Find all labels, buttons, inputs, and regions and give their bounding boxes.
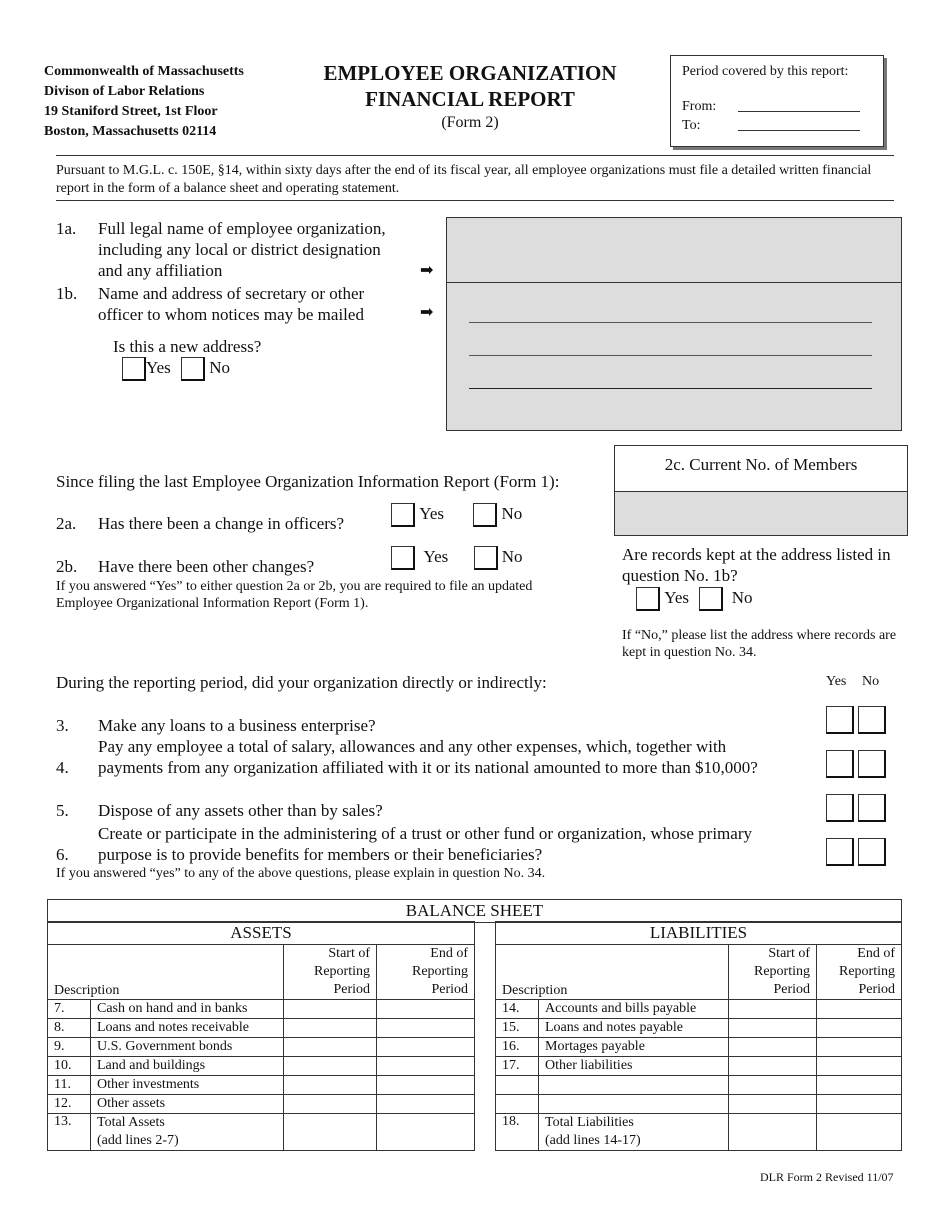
end-cell[interactable] (817, 1076, 902, 1095)
assets-title: ASSETS (48, 922, 475, 945)
intro-text: Pursuant to M.G.L. c. 150E, §14, within sixty days after the end of its fiscal year, all employee organizations must file a detailed written financial report in the form of a balance sheet and operating statement. (56, 163, 872, 196)
start-cell[interactable] (729, 1000, 817, 1019)
q2b-number: 2b. (56, 557, 78, 576)
assets-table (47, 921, 475, 1151)
end-period-header: End of Reporting Period (377, 945, 475, 1000)
title-line-1: EMPLOYEE ORGANIZATION (323, 61, 617, 85)
yes-label: Yes (664, 588, 689, 607)
table-row: 13. Total Assets (add lines 2-7) (48, 1114, 475, 1151)
period-box (670, 55, 884, 147)
q1a-number: 1a. (56, 219, 77, 238)
q2b-no-checkbox[interactable] (474, 546, 498, 570)
q1b-text: Name and address of secretary or other officer to whom notices may be mailed (98, 284, 365, 324)
records-no-checkbox[interactable] (699, 587, 723, 611)
secretary-address-field[interactable] (446, 282, 902, 431)
start-cell[interactable] (729, 1019, 817, 1038)
during-text: During the reporting period, did your organization directly or indirectly: (56, 673, 547, 692)
table-row: 11. Other investments (48, 1076, 475, 1095)
start-cell[interactable] (284, 1114, 377, 1151)
q6-checkboxes (826, 838, 886, 866)
q2a-text: Has there been a change in officers? (98, 514, 345, 533)
description-header: Description (48, 945, 284, 1000)
new-address-question: Is this a new address? (113, 337, 262, 356)
start-cell[interactable] (284, 1038, 377, 1057)
start-cell[interactable] (284, 1057, 377, 1076)
start-cell[interactable] (729, 1038, 817, 1057)
end-cell[interactable] (377, 1038, 475, 1057)
from-label: From: (682, 99, 717, 114)
no-label: No (501, 547, 523, 566)
to-label: To: (682, 118, 701, 133)
members-box (614, 445, 908, 536)
q2a-no-checkbox[interactable] (473, 503, 497, 527)
q5-checkboxes (826, 794, 886, 822)
start-cell[interactable] (284, 1095, 377, 1114)
records-note: If “No,” please list the address where records are kept in question No. 34. (622, 628, 897, 660)
form-revision: DLR Form 2 Revised 11/07 (760, 1170, 894, 1184)
start-period-header: Start of Reporting Period (284, 945, 377, 1000)
table-row: 15. Loans and notes payable (496, 1019, 902, 1038)
q2a-number: 2a. (56, 514, 77, 533)
table-row: 16. Mortages payable (496, 1038, 902, 1057)
end-cell[interactable] (377, 1114, 475, 1151)
end-cell[interactable] (817, 1114, 902, 1151)
no-label: No (501, 504, 523, 523)
q4-text-line1: Pay any employee a total of salary, allowances and any other expenses, which, together with (98, 737, 727, 756)
q3-text: Make any loans to a business enterprise? (98, 716, 376, 735)
title-line-2: FINANCIAL REPORT (365, 87, 575, 111)
q5-number: 5. (56, 801, 69, 820)
end-period-header: End of Reporting Period (817, 945, 902, 1000)
q1b-number: 1b. (56, 284, 78, 303)
organization-name-field[interactable] (446, 217, 902, 283)
q6-no-checkbox[interactable] (858, 838, 886, 866)
yes-label: Yes (419, 504, 444, 523)
divider (56, 155, 894, 156)
q2a-options (391, 503, 522, 527)
liabilities-title: LIABILITIES (496, 922, 902, 945)
balance-sheet-title: BALANCE SHEET (47, 899, 902, 923)
start-period-header: Start of Reporting Period (729, 945, 817, 1000)
table-row: 18. Total Liabilities (add lines 14-17) (496, 1114, 902, 1151)
new-address-no-checkbox[interactable] (181, 357, 205, 381)
end-cell[interactable] (377, 1076, 475, 1095)
address-line: 19 Staniford Street, 1st Floor (44, 104, 218, 119)
table-row: 17. Other liabilities (496, 1057, 902, 1076)
balance-sheet (47, 899, 902, 1148)
to-field[interactable] (738, 118, 860, 131)
q4-no-checkbox[interactable] (858, 750, 886, 778)
end-cell[interactable] (817, 1019, 902, 1038)
q3-checkboxes (826, 706, 886, 734)
q2a-yes-checkbox[interactable] (391, 503, 415, 527)
start-cell[interactable] (729, 1076, 817, 1095)
table-row: 9. U.S. Government bonds (48, 1038, 475, 1057)
q3-yes-checkbox[interactable] (826, 706, 854, 734)
new-address-yes-checkbox[interactable] (122, 357, 146, 381)
address-line: Boston, Massachusetts 02114 (44, 124, 217, 139)
q6-text-line1: Create or participate in the administering of a trust or other fund or organization, whose primary (98, 824, 752, 843)
records-yes-checkbox[interactable] (636, 587, 660, 611)
no-label: No (209, 358, 231, 377)
start-cell[interactable] (729, 1114, 817, 1151)
end-cell[interactable] (377, 1057, 475, 1076)
yes-label: Yes (146, 358, 171, 377)
end-cell[interactable] (817, 1057, 902, 1076)
divider (56, 200, 894, 201)
q5-yes-checkbox[interactable] (826, 794, 854, 822)
end-cell[interactable] (377, 1019, 475, 1038)
start-cell[interactable] (284, 1076, 377, 1095)
liabilities-table (495, 921, 902, 1151)
table-row: 8. Loans and notes receivable (48, 1019, 475, 1038)
address-line: Divison of Labor Relations (44, 84, 205, 99)
start-cell[interactable] (729, 1095, 817, 1114)
start-cell[interactable] (284, 1019, 377, 1038)
address-line: Commonwealth of Massachusetts (44, 64, 244, 79)
q4-checkboxes (826, 750, 886, 778)
q4-yes-checkbox[interactable] (826, 750, 854, 778)
table-row (496, 1095, 902, 1114)
table-row: 10. Land and buildings (48, 1057, 475, 1076)
q1a-text: Full legal name of employee organization, including any local or district designation and any affiliation (98, 219, 386, 280)
q6-text-line2: purpose is to provide benefits for members or their beneficiaries? (98, 845, 543, 864)
form-title (300, 60, 640, 134)
start-cell[interactable] (284, 1000, 377, 1019)
q2b-options (391, 546, 523, 570)
arrow-right-icon: ➡ (420, 304, 434, 321)
table-row: 12. Other assets (48, 1095, 475, 1114)
end-cell[interactable] (377, 1095, 475, 1114)
q3-no-checkbox[interactable] (858, 706, 886, 734)
end-cell[interactable] (817, 1095, 902, 1114)
q5-text: Dispose of any assets other than by sales? (98, 801, 383, 820)
q2b-yes-checkbox[interactable] (391, 546, 415, 570)
yes-label: Yes (423, 547, 449, 566)
description-header: Description (496, 945, 729, 1000)
members-label: 2c. Current No. of Members (615, 446, 907, 492)
members-field[interactable] (615, 492, 907, 535)
period-label: Period covered by this report: (682, 64, 849, 79)
end-cell[interactable] (817, 1000, 902, 1019)
new-address-options (122, 357, 230, 381)
table-row: 7. Cash on hand and in banks (48, 1000, 475, 1019)
form-number: (Form 2) (441, 114, 499, 131)
q6-yes-checkbox[interactable] (826, 838, 854, 866)
no-label: No (731, 588, 753, 607)
table-row (496, 1076, 902, 1095)
q4-number: 4. (56, 758, 69, 777)
q3-number: 3. (56, 716, 69, 735)
questions-note: If you answered “yes” to any of the above questions, please explain in question No. 34. (56, 866, 546, 881)
arrow-right-icon: ➡ (420, 262, 434, 279)
records-question: Are records kept at the address listed in question No. 1b? (622, 545, 891, 585)
end-cell[interactable] (817, 1038, 902, 1057)
no-column-header: No (862, 674, 880, 689)
from-field[interactable] (738, 99, 860, 112)
q4-text-line2: payments from any organization affiliated with it or its national amounted to more than $10,000? (98, 758, 758, 777)
records-options (636, 587, 753, 611)
q5-no-checkbox[interactable] (858, 794, 886, 822)
q2-note: If you answered “Yes” to either question 2a or 2b, you are required to file an updated Employee Organizational Information Report (Form 1). (56, 579, 533, 611)
yes-column-header: Yes (826, 674, 847, 689)
q6-number: 6. (56, 845, 69, 864)
since-filing-text: Since filing the last Employee Organization Information Report (Form 1): (56, 472, 560, 491)
end-cell[interactable] (377, 1000, 475, 1019)
table-row: 14. Accounts and bills payable (496, 1000, 902, 1019)
agency-address (44, 62, 244, 142)
q2b-text: Have there been other changes? (98, 557, 315, 576)
start-cell[interactable] (729, 1057, 817, 1076)
